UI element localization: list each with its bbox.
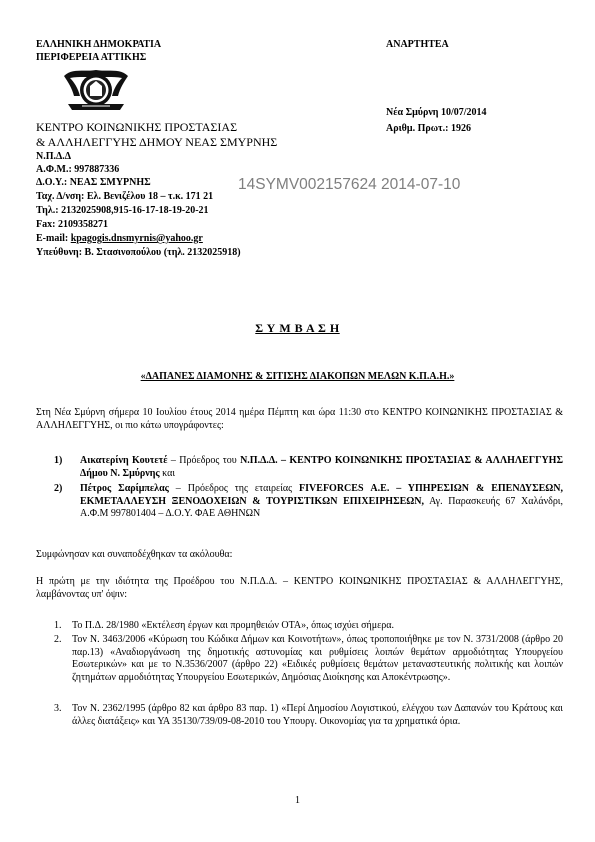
consideration-2: Τον Ν. 3463/2006 «Κύρωση του Κώδικα Δήμων και Κοινοτήτων», όπως τροποποιήθηκε με τον Ν. 3731/2008 (άρθρο 20 παρ.13) «Αναδιοργάνωση της δημοτικής αστυνομίας και ρυθμίσεις λοιπών θεμάτων αρμοδιότητας Υπουργείου Εσωτερικών» και με το Ν.3536/2007 (άρθρο 22) «Ειδικές ρυθμίσεις θεμάτων μεταναστευτικής πολιτικής και λοιπών ζητημάτων αρμοδιότητας Υπουργείου Εσωτερικών, Δημόσιας Διοίκησης και Αποκέντρωσης». xyxy=(72,634,563,683)
date-line: Νέα Σμύρνη 10/07/2014 xyxy=(386,107,487,118)
consideration-1: Το Π.Δ. 28/1980 «Εκτέλεση έργων και προμηθειών ΟΤΑ», όπως ισχύει σήμερα. xyxy=(72,620,395,631)
party-2-tail: Αγ. Παρασκευής 67 Χαλάνδρι, Α.Φ.Μ 997801404 – Δ.Ο.Υ. ΦΑΕ ΑΘΗΝΩΝ xyxy=(80,495,563,519)
posted-label: ΑΝΑΡΤΗΤΕΑ xyxy=(386,39,449,50)
party-1-number: 1) xyxy=(54,455,63,466)
org-name-line2: & ΑΛΛΗΛΕΓΓΥΗΣ ΔΗΜΟΥ ΝΕΑΣ ΣΜΥΡΝΗΣ xyxy=(36,135,278,149)
intro-paragraph: Στη Νέα Σμύρνη σήμερα 10 Ιουλίου έτους 2014 ημέρα Πέμπτη και ώρα 11:30 στο ΚΕΝΤΡΟ ΚΟΙΝΩΝΙΚΗΣ ΠΡΟΣΤΑΣΙΑΣ & ΑΛΛΗΛΕΓΓΥΗΣ, οι πιο κάτω υπογράφοντες: xyxy=(36,407,563,431)
party-1-role: – Πρόεδρος του xyxy=(167,455,241,466)
party-1-name: Αικατερίνη Κουτετέ xyxy=(80,455,168,466)
consideration-3-number: 3. xyxy=(54,703,62,714)
address-line: Ταχ. Δ/νση: Ελ. Βενιζέλου 18 – τ.κ. 171 21 xyxy=(36,191,214,202)
region-label: ΠΕΡΙΦΕΡΕΙΑ ΑΤΤΙΚΗΣ xyxy=(36,52,147,63)
consideration-2-number: 2. xyxy=(54,634,62,645)
party-2-name: Πέτρος Σαρίμπελας xyxy=(80,483,169,494)
document-title: Σ Υ Μ Β Α Σ Η xyxy=(255,321,340,335)
party-1-tail: και xyxy=(159,467,176,479)
party-1 xyxy=(80,455,563,480)
page-number: 1 xyxy=(295,795,300,806)
diavgeia-stamp: 14SYMV002157624 2014-07-10 xyxy=(238,176,461,193)
org-abbreviation: Ν.Π.Δ.Δ xyxy=(36,151,72,162)
party-2-org: FIVEFORCES Α.Ε. – ΥΠΗΡΕΣΙΩΝ & ΕΠΕΝΔΥΣΕΩΝ, ΕΚΜΕΤΑΛΛΕΥΣΗ ΞΕΝΟΔΟΧΕΙΩΝ & ΤΟΥΡΙΣΤΙΚΩΝ ΕΠΙΧΕΙΡΗΣΕΩΝ, xyxy=(80,483,564,507)
first-party-paragraph: Η πρώτη με την ιδιότητα της Προέδρου του Ν.Π.Δ.Δ. – ΚΕΝΤΡΟ ΚΟΙΝΩΝΙΚΗΣ ΠΡΟΣΤΑΣΙΑΣ & ΑΛΛΗΛΕΓΓΥΗΣ, λαμβάνοντας υπ' όψιν: xyxy=(36,576,563,600)
phones-line: Τηλ.: 2132025908,915-16-17-18-19-20-21 xyxy=(36,205,209,216)
country-label: ΕΛΛΗΝΙΚΗ ΔΗΜΟΚΡΑΤΙΑ xyxy=(36,39,162,50)
municipality-emblem xyxy=(62,66,130,114)
consideration-3: Τον Ν. 2362/1995 (άρθρο 82 και άρθρο 83 παρ. 1) «Περί Δημοσίου Λογιστικού, ελέγχου των Δαπανών του Κράτους και άλλες διατάξεις» και ΥΑ 35130/739/09-08-2010 του Υπουργ. Οικονομίας για τα χρηματικά όρια. xyxy=(72,703,563,727)
afm-line: Α.Φ.Μ.: 997887336 xyxy=(36,164,120,175)
party-1-org: Ν.Π.Δ.Δ. – ΚΕΝΤΡΟ ΚΟΙΝΩΝΙΚΗΣ ΠΡΟΣΤΑΣΙΑΣ & ΑΛΛΗΛΕΓΓΥΗΣ Δήμου Ν. Σμύρνης xyxy=(80,455,563,479)
email-label: E-mail: xyxy=(36,233,71,244)
email-line xyxy=(36,232,203,245)
party-2-role: – Πρόεδρος της εταιρείας xyxy=(168,483,300,494)
email-link[interactable]: kpagogis.dnsmyrnis@yahoo.gr xyxy=(70,233,203,244)
consideration-1-number: 1. xyxy=(54,620,62,631)
doy-line: Δ.Ο.Υ.: ΝΕΑΣ ΣΜΥΡΝΗΣ xyxy=(36,177,151,188)
party-2-number: 2) xyxy=(54,483,63,494)
responsible-line: Υπεύθυνη: Β. Στασινοπούλου (τηλ. 2132025918) xyxy=(36,247,241,258)
party-2 xyxy=(80,483,563,521)
protocol-number: Αριθμ. Πρωτ.: 1926 xyxy=(386,123,471,134)
org-name-line1: ΚΕΝΤΡΟ ΚΟΙΝΩΝΙΚΗΣ ΠΡΟΣΤΑΣΙΑΣ xyxy=(36,120,238,134)
agreed-paragraph: Συμφώνησαν και συναποδέχθηκαν τα ακόλουθα: xyxy=(36,549,233,560)
document-subject: «ΔΑΠΑΝΕΣ ΔΙΑΜΟΝΗΣ & ΣΙΤΙΣΗΣ ΔΙΑΚΟΠΩΝ ΜΕΛΩΝ Κ.Π.Α.Η.» xyxy=(140,371,455,382)
fax-line: Fax: 2109358271 xyxy=(36,219,108,230)
